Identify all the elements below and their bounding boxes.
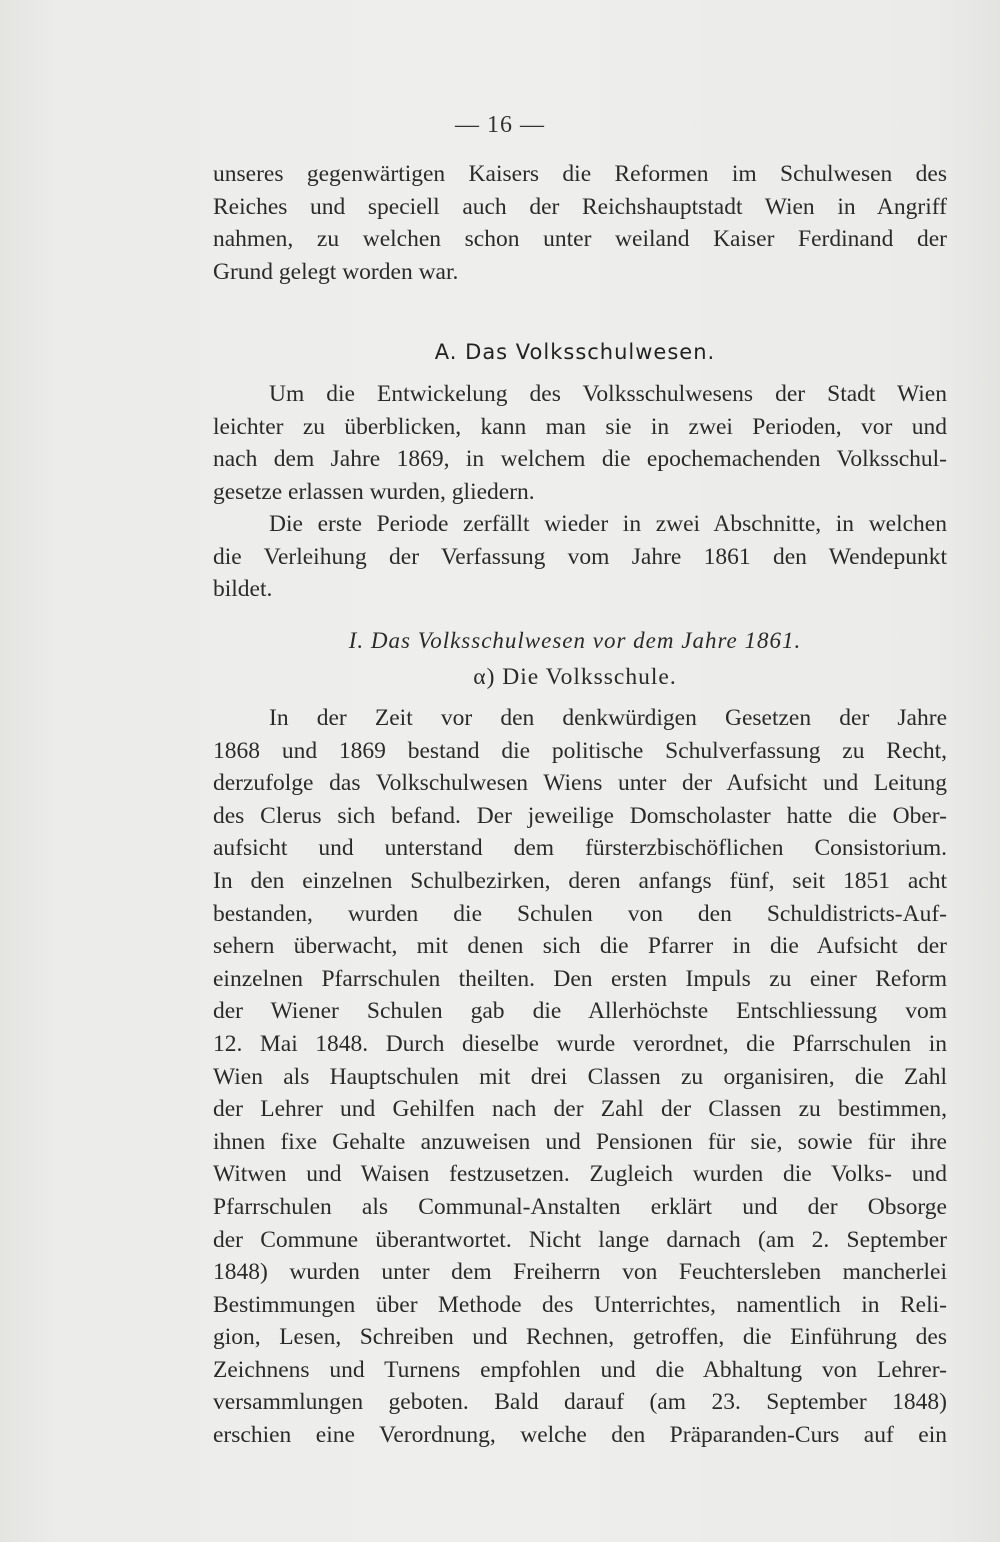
text-line: einzelnen Pfarrschulen theilten. Den ersten Impuls zu einer Reform xyxy=(213,965,947,992)
text-line: bestanden, wurden die Schulen von den Schuldistricts-Auf- xyxy=(213,900,947,927)
text-line: versammlungen geboten. Bald darauf (am 23. September 1848) xyxy=(213,1389,947,1416)
text-line: Wien als Hauptschulen mit drei Classen zu organisiren, die Zahl xyxy=(213,1063,947,1090)
text-line: des Clerus sich befand. Der jeweilige Domscholaster hatte die Ober- xyxy=(213,802,947,829)
paragraph-entwickelung xyxy=(213,378,947,508)
text-line: 1868 und 1869 bestand die politische Schulverfassung zu Recht, xyxy=(213,737,947,764)
text-line: erschien eine Verordnung, welche den Präparanden-Curs auf ein xyxy=(213,1422,947,1449)
page-number: — 16 — xyxy=(455,112,545,138)
text-line: die Verleihung der Verfassung vom Jahre 1861 den Wendepunkt xyxy=(213,543,947,570)
text-line: 12. Mai 1848. Durch dieselbe wurde verordnet, die Pfarrschulen in xyxy=(213,1030,947,1057)
text-line: der Wiener Schulen gab die Allerhöchste Entschliessung vom xyxy=(213,998,947,1025)
text-line: Grund gelegt worden war. xyxy=(213,258,459,285)
text-line: Um die Entwickelung des Volksschulwesens der Stadt Wien xyxy=(269,381,947,407)
paragraph-periode xyxy=(213,508,947,606)
section-subheading: α) Die Volksschule. xyxy=(473,664,677,690)
intro-paragraph xyxy=(213,158,947,288)
text-line: der Lehrer und Gehilfen nach der Zahl der Classen zu bestimmen, xyxy=(213,1096,947,1123)
text-line: Reiches und speciell auch der Reichshauptstadt Wien in Angriff xyxy=(213,193,947,220)
text-line: Zeichnens und Turnens empfohlen und die Abhaltung von Lehrer- xyxy=(213,1356,947,1383)
text-line: leichter zu überblicken, kann man sie in zwei Perioden, vor und xyxy=(213,413,947,440)
text-line: Die erste Periode zerfällt wieder in zwei Abschnitte, in welchen xyxy=(269,511,947,537)
chapter-subheading: I. Das Volksschulwesen vor dem Jahre 1861. xyxy=(348,628,802,653)
text-line: nahmen, zu welchen schon unter weiland Kaiser Ferdinand der xyxy=(213,226,947,253)
text-line: nach dem Jahre 1869, in welchem die epochemachenden Volksschul- xyxy=(213,446,947,473)
text-line: derzufolge das Volkschulwesen Wiens unter der Aufsicht und Leitung xyxy=(213,770,947,797)
text-line: der Commune überantwortet. Nicht lange darnach (am 2. September xyxy=(213,1226,947,1253)
text-line: Witwen und Waisen festzusetzen. Zugleich wurden die Volks- und xyxy=(213,1161,947,1188)
text-line: Bestimmungen über Methode des Unterrichtes, namentlich in Reli- xyxy=(213,1291,947,1318)
text-line: In der Zeit vor den denkwürdigen Gesetzen der Jahre xyxy=(269,705,947,731)
text-line: Pfarrschulen als Communal-Anstalten erklärt und der Obsorge xyxy=(213,1193,947,1220)
paragraph-volksschule xyxy=(213,702,947,1452)
text-line: sehern überwacht, mit denen sich die Pfarrer in die Aufsicht der xyxy=(213,933,947,960)
text-line: In den einzelnen Schulbezirken, deren anfangs fünf, seit 1851 acht xyxy=(213,867,947,894)
text-line: bildet. xyxy=(213,576,273,603)
text-line: gesetze erlassen wurden, gliedern. xyxy=(213,478,535,505)
text-line: aufsicht und unterstand dem fürsterzbischöflichen Consistorium. xyxy=(213,835,947,862)
text-line: gion, Lesen, Schreiben und Rechnen, getroffen, die Einführung des xyxy=(213,1324,947,1351)
text-line: ihnen fixe Gehalte anzuweisen und Pensionen für sie, sowie für ihre xyxy=(213,1128,947,1155)
text-line: 1848) wurden unter dem Freiherrn von Feuchtersleben mancherlei xyxy=(213,1259,947,1286)
section-heading: A. Das Volksschulwesen. xyxy=(434,340,716,364)
text-line: unseres gegenwärtigen Kaisers die Reformen im Schulwesen des xyxy=(213,161,947,187)
